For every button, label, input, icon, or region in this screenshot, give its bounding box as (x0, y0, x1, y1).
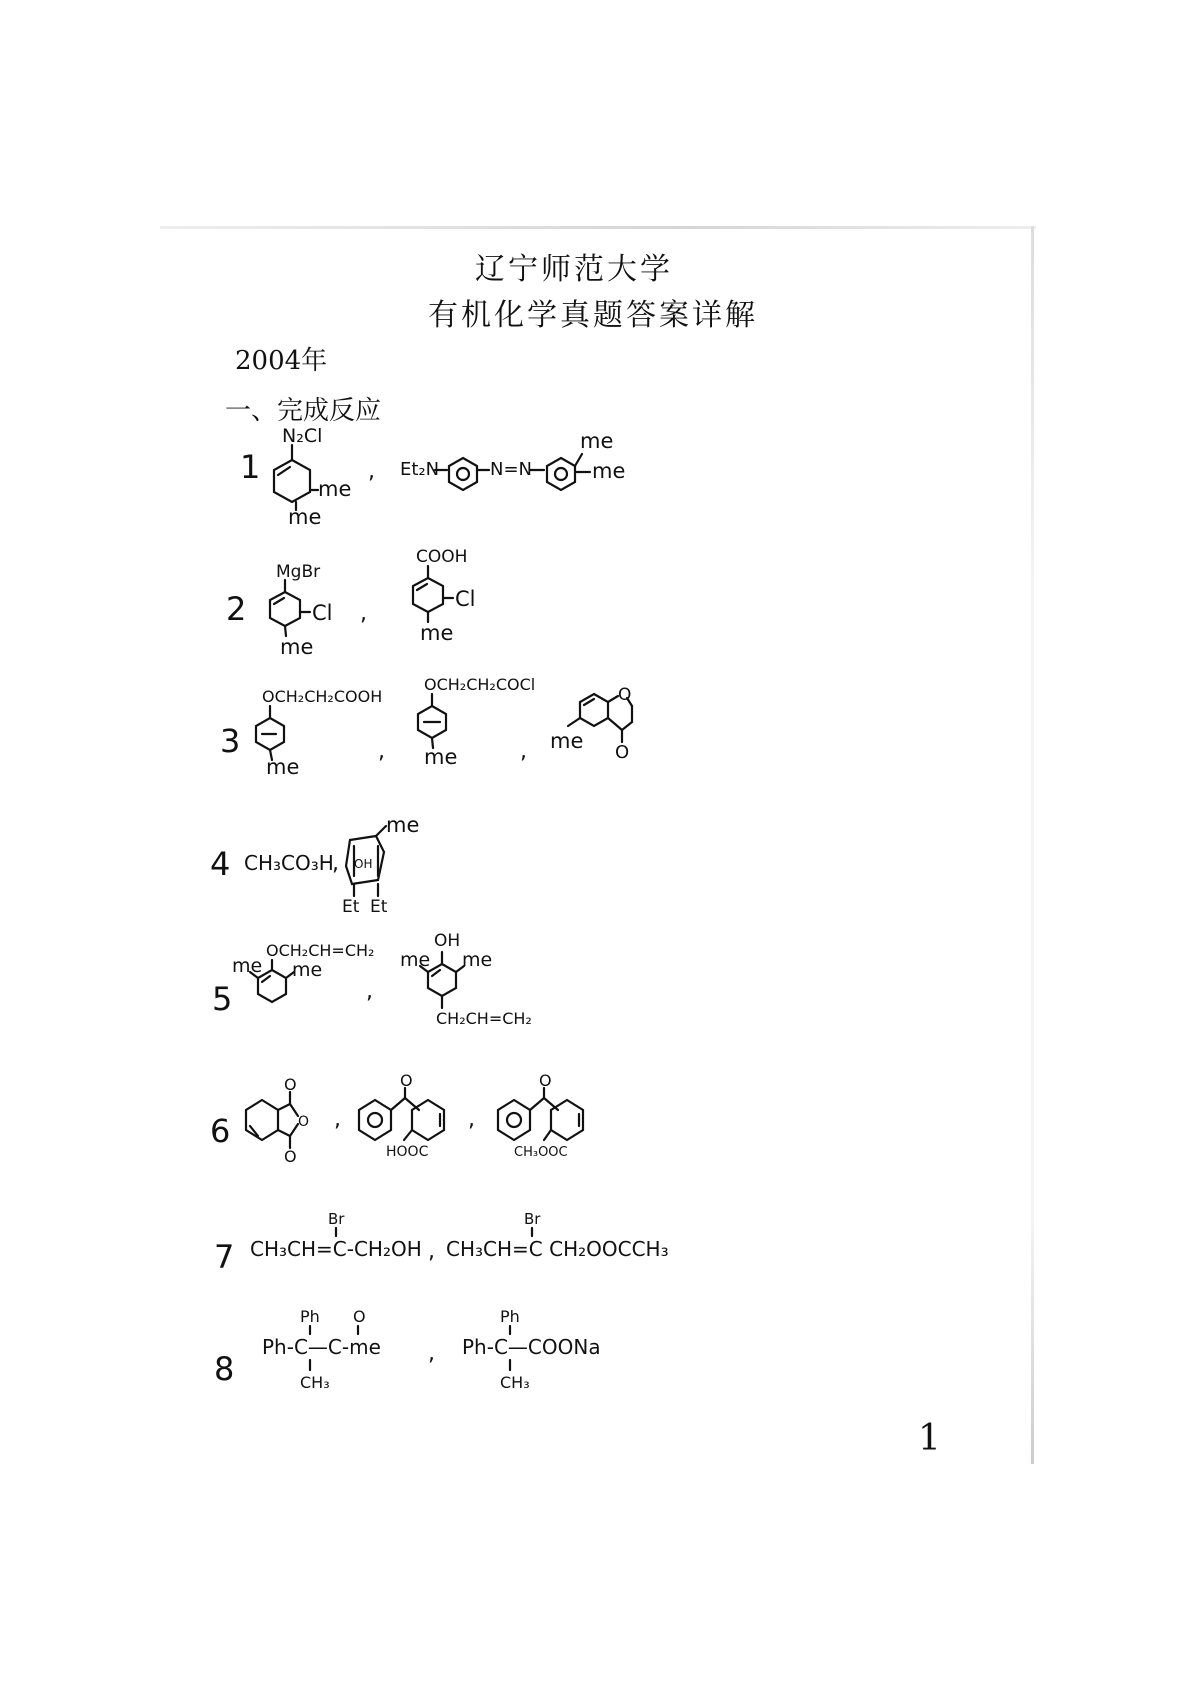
svg-text:,: , (468, 1107, 475, 1132)
exam-year: 2004年 (235, 346, 328, 376)
q6-carbonyl-o-label-2: O (284, 1147, 297, 1166)
page-title: 辽宁师范大学 (475, 252, 673, 287)
sheet-top-edge (160, 226, 1036, 229)
q2-cl-label-2: Cl (455, 587, 476, 611)
q4-oh-label: OH (354, 857, 373, 871)
q6-carbonyl-o-label-1: O (284, 1075, 297, 1094)
question-number-2: 2 (226, 590, 247, 628)
q1-me-label-2: me (288, 505, 322, 529)
question-number-1: 1 (240, 448, 261, 486)
question-number-8: 8 (214, 1350, 235, 1388)
q8-ketone-formula: Ph-C—C-me (262, 1335, 381, 1359)
q1-azo-label: N=N (490, 459, 533, 480)
question-number-6: 6 (210, 1112, 231, 1150)
q1-me-label-3: me (580, 429, 614, 453)
svg-text:,: , (360, 601, 367, 626)
q1-me-label-1: me (318, 477, 352, 501)
q6-ketone-o-label-1: O (400, 1071, 413, 1090)
q5-oh-label: OH (434, 931, 461, 951)
q8-salt-formula: Ph-C—COONa (462, 1335, 601, 1359)
svg-text:,: , (334, 1107, 341, 1132)
q5-me-label-2: me (292, 959, 323, 981)
q5-allyloxy-label: OCH₂CH=CH₂ (266, 941, 375, 960)
q3-acylcl-chain-label: OCH₂CH₂COCl (424, 675, 536, 694)
q8-ch3-label-2: CH₃ (500, 1373, 530, 1392)
q2-mgbr-label: MgBr (276, 562, 321, 582)
q8-ph-label-1: Ph (300, 1307, 320, 1326)
q5-me-label-1: me (232, 955, 263, 977)
q6-ketone-o-label-2: O (539, 1071, 552, 1090)
question-number-3: 3 (220, 722, 241, 760)
q6-hooc-label: HOOC (386, 1144, 429, 1160)
page-subtitle: 有机化学真题答案详解 (428, 298, 758, 333)
q5-allyl-label: CH₂CH=CH₂ (436, 1009, 532, 1028)
question-number-5: 5 (212, 980, 233, 1018)
q8-ph-label-2: Ph (500, 1307, 520, 1326)
q8-carbonyl-o-label: O (353, 1307, 366, 1326)
svg-text:,: , (378, 739, 385, 764)
q3-me-label-2: me (424, 745, 458, 769)
q4-et-label-1: Et (342, 897, 360, 917)
q2-me-label-1: me (280, 635, 314, 659)
q5-me-label-3: me (400, 949, 431, 971)
q7-acetate-formula: CH₃CH=C CH₂OOCCH₃ (446, 1237, 669, 1261)
q4-et-label-2: Et (370, 897, 388, 917)
q5-me-label-4: me (462, 949, 493, 971)
q6-ester-label: CH₃OOC (514, 1145, 568, 1160)
svg-text:,: , (428, 1239, 435, 1264)
section-heading: 一、完成反应 (225, 396, 382, 426)
q4-me-label: me (386, 813, 420, 837)
q3-ketone-oxygen-label: O (615, 742, 630, 763)
q7-br-label-2: Br (524, 1210, 541, 1228)
question-number-7: 7 (214, 1238, 235, 1276)
q1-me-label-4: me (592, 459, 626, 483)
q6-ring-o-label: O (298, 1114, 310, 1130)
q3-me-label-1: me (266, 755, 300, 779)
page-number: 1 (918, 1418, 941, 1459)
q2-cooh-label: COOH (416, 547, 468, 567)
svg-text:,: , (520, 739, 527, 764)
q3-me-label-3: me (550, 729, 584, 753)
svg-text:,: , (428, 1341, 435, 1366)
svg-text:,: , (368, 459, 375, 484)
svg-text:,: , (332, 851, 339, 876)
q2-me-label-2: me (420, 621, 454, 645)
q1-et2n-label: Et₂N (400, 459, 440, 480)
q8-ch3-label-1: CH₃ (300, 1373, 330, 1392)
q1-n2cl-label: N₂Cl (282, 425, 323, 447)
svg-text:,: , (366, 979, 373, 1004)
q3-ring-oxygen-label: O (618, 685, 632, 705)
q4-peracid-label: CH₃CO₃H (244, 851, 334, 875)
q3-acid-chain-label: OCH₂CH₂COOH (262, 687, 383, 706)
sheet-right-edge (1031, 226, 1034, 1464)
question-number-4: 4 (210, 845, 231, 883)
q2-cl-label-1: Cl (312, 601, 333, 625)
q7-br-label-1: Br (328, 1210, 345, 1228)
q7-alcohol-formula: CH₃CH=C-CH₂OH (250, 1237, 422, 1261)
